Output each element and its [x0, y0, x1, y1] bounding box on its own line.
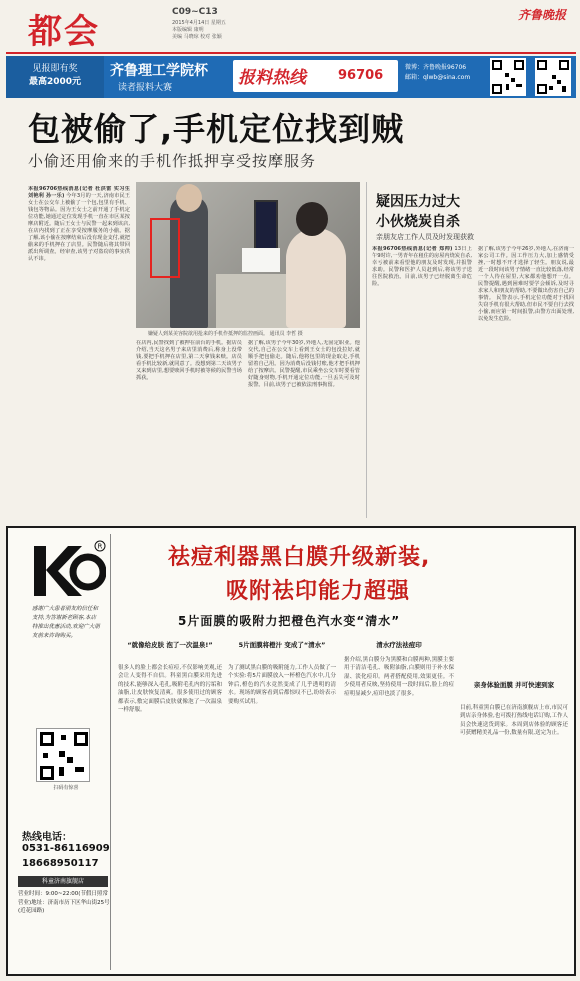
- ko-brand-logo: [28, 538, 106, 602]
- ad-hotline-label: 报料热线: [238, 68, 306, 88]
- article-byline: 本报96706热线消息(记者 杜洪雷 实习生 刘艳利 孙一乐): [28, 186, 130, 199]
- qr-code-icon: [490, 58, 526, 96]
- ad-school-name: 齐鲁理工学院杯: [110, 63, 208, 79]
- side-story-body: 民警表示,手机定位功能对于找回失窃手机有很大帮助,但市民不要自行去找小偷,而应第一时间报警,由警方出面处理,以免发生危险。: [478, 295, 574, 322]
- ad-prize-block: [6, 56, 104, 98]
- ad-headline: 吸附祛印能力超强: [226, 579, 411, 604]
- side-story-body: 13日上午9时许,一男青年在租住的房屋内烧炭自杀,幸亏被前来看望他的朋友及时发现,并报警求助。民警和医护人员赶到后,将该男子送往医院救治。目前,该男子已经脱离生命危险。: [372, 246, 472, 287]
- article-subheadline: 小偷还用偷来的手机作抵押享受按摩服务: [28, 152, 317, 170]
- ad-prize-line1: 见报即有奖: [32, 64, 78, 74]
- section-title: 都会: [28, 12, 100, 52]
- side-story-body: 民警提醒,遇到困难时要学会倾诉,及时寻求家人和朋友的帮助,不要做出伤害自己的事情。: [478, 281, 574, 301]
- photo-caption: 嫌疑人到某美容院欲用抢来的手机作抵押的监控画面。 通讯员 李哲 摄: [148, 331, 303, 337]
- side-story-column: [372, 246, 472, 516]
- ad-contest-name: 读者报料大赛: [118, 83, 173, 93]
- article-column: [248, 340, 360, 516]
- ad-subheadline: 5片面膜的吸附力把橙色汽水变“清水”: [178, 614, 401, 628]
- qr-code-icon: [535, 58, 571, 96]
- side-story-title: [376, 192, 566, 232]
- page-range: C09~C13: [172, 7, 218, 17]
- ad-section-title: 清水疗法祛痘印: [376, 641, 422, 649]
- ad-body: 据介绍,黑白膜分为黑膜和白膜两种,黑膜主要用于清洁毛孔、吸附油脂,白膜则用于补水保湿、淡化痘印。两者搭配使用,效果更佳。不少使用者反映,坚持使用一段时间后,脸上的痘痘明显减少,痘印也淡了很多。: [344, 657, 454, 697]
- side-title-line1: 疑因压力过大: [376, 194, 460, 210]
- issue-date: 2015年4月14日 星期五: [172, 20, 226, 26]
- article-column: [28, 186, 130, 516]
- shop-info: 营业时间：9:00~22:00(节假日照常营业)地址：济南市历下区华山街25号(近花园路): [18, 891, 110, 915]
- column-divider: [366, 182, 367, 518]
- ad-phone-number: 18668950117: [22, 858, 99, 869]
- ad-hotline-number: 96706: [338, 68, 384, 83]
- ad-prize-line2: 最高2000元: [28, 77, 82, 87]
- issue-editor: 本版编辑 康明: [172, 27, 204, 33]
- issue-staff: 美编 马晓琼 校对 张颖: [172, 34, 222, 40]
- ad-headline: 祛痘利器黑白膜升级新装,: [168, 545, 431, 570]
- side-title-line2: 小伙烧炭自杀: [376, 214, 460, 230]
- ad-divider: [110, 534, 111, 970]
- article-headline: 包被偷了,手机定位找到贼: [28, 110, 405, 148]
- ad-section-title: “就像给皮肤 泡了一次温泉!”: [127, 641, 213, 649]
- ad-side-note: 感谢广大患者朋友的信任和支持,为答谢新老顾客,本店特推出优惠活动,欢迎广大朋友前来咨询购买。: [32, 606, 100, 639]
- ad-body: 很多人的脸上都会长痘痘,不仅影响美观,还会让人变得不自信。科童黑白膜采用先进的技术,能够深入毛孔,吸附毛孔内的污垢和油脂,让皮肤恢复清爽。很多使用过的顾客都表示,敷完面膜后皮肤就像泡了一次温泉一样舒服。: [118, 665, 222, 714]
- ad-body: 目前,科童黑白膜已在济南旗舰店上市,市民可到店亲身体验,也可拨打热线电话订购,工作人员会快速送货到家。本周到店体验的顾客还可获赠精美礼品一份,数量有限,送完为止。: [460, 705, 568, 737]
- qr-code-icon: [36, 728, 90, 782]
- article-body: 据了解,该男子今年30岁,外地人,无固定职业。他交代,自己在公交车上看到王女士的包没拉好,就顺手把包偷走。随后,他将包里的现金取走,手机留着自己用。因为消费后没钱付账,他才把手机押给了按摩店。民警提醒,市民乘坐公交车时要看管好随身财物,手机开通定位功能,一旦丢失可及时报警。目前,该男子已被依法刑事拘留。: [248, 340, 360, 388]
- article-body: 在店内,民警找到了被押在前台的手机。据店员介绍,当天这名男子来店里消费后,称身上没带钱,要把手机押在店里,第二天拿钱来赎。店员看手机比较新,就同意了。没想到第二天该男子又来到店里,想要赎回手机时被等候的民警当场抓获。: [136, 340, 242, 381]
- side-story-byline: 本报96706热线消息(记者 郑帅): [372, 246, 453, 252]
- side-story-column: [478, 246, 574, 516]
- qr-label: 扫码有惊喜: [53, 785, 79, 791]
- masthead-rule: [6, 52, 576, 54]
- ad-hotline-label: 热线电话：: [22, 832, 72, 843]
- side-story-subtitle: 亲朋友店工作人员及时发现获救: [376, 233, 474, 241]
- side-story-body: 据了解,该男子今年26岁,外地人,在济南一家公司工作。因工作压力大,加上感情受挫,一时想不开才选择了轻生。朋友说,最近一段时间该男子情绪一直比较低落,经常一个人待在屋里,大家都劝他想开一点。: [478, 246, 574, 280]
- ad-weibo: 微博：齐鲁晚报96706: [405, 64, 467, 71]
- issue-info: [172, 20, 262, 41]
- ad-section-title: 5片面膜将橙汁 变成了“清水”: [238, 641, 326, 649]
- surveillance-photo: [136, 182, 360, 328]
- article-body: 今年3月的一天,济南市民王女士在公交车上被偷了一个包,包里有手机、钱包等物品。因为王女士之前开通了手机定位功能,她通过定位发现手机一直在市区某按摩店附近。随后王女士与民警一起来到该店,在店内找到了正在享受按摩服务的小偷。据了解,该小偷在按摩结束后没有现金支付,就把偷来的手机押在了店里。民警随后将其带回派出所调查。经审查,该男子对盗窃的事实供认不讳。: [28, 193, 130, 262]
- article-column: [136, 340, 242, 516]
- shop-name-bar: 科童济南旗舰店: [18, 876, 108, 887]
- svg-text:R: R: [97, 542, 103, 551]
- ad-body: 为了测试黑白膜的吸附能力,工作人员做了一个实验:将5片面膜放入一杯橙色汽水中,几分钟后,橙色的汽水竟然变成了几乎透明的清水。现场的顾客看到后都惊叹不已,纷纷表示要购买试用。: [228, 665, 336, 705]
- ad-phone-number: 0531-86116909: [22, 843, 110, 854]
- ad-email: 邮箱：qlwb@sina.com: [405, 74, 471, 81]
- paper-logo: 齐鲁晚报: [518, 8, 567, 22]
- ad-section-title: 亲身体验面膜 并可快速到家: [473, 681, 555, 689]
